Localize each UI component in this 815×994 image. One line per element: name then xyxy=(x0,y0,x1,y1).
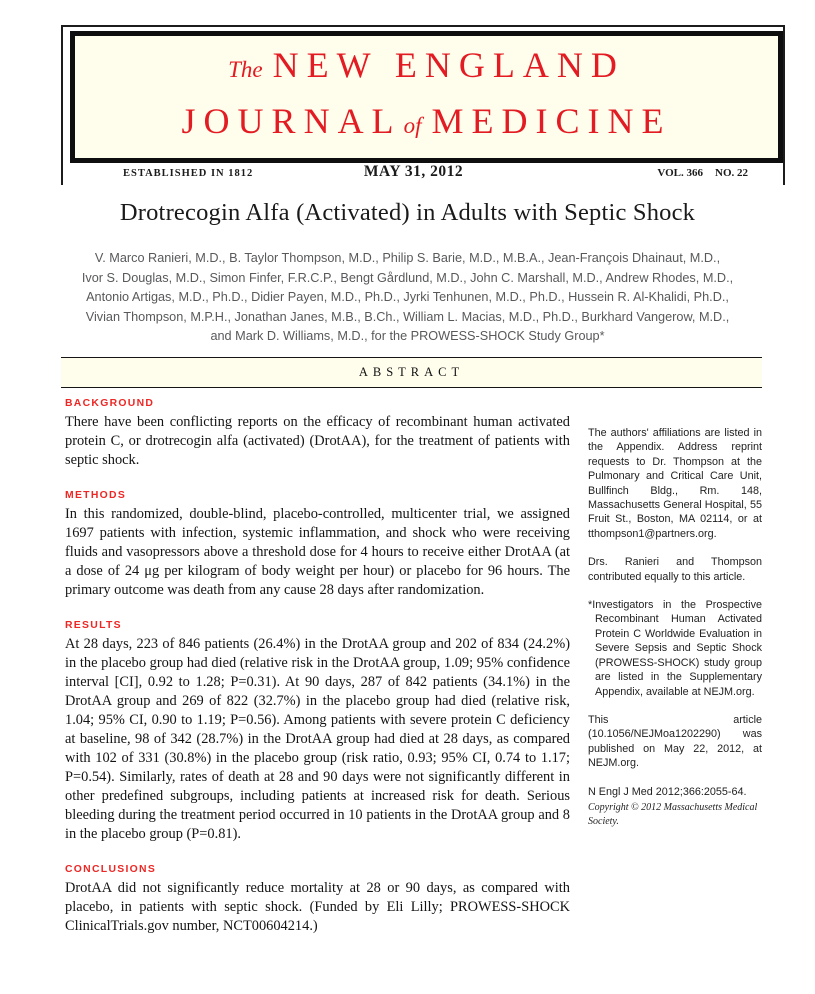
copyright-notice: Copyright © 2012 Massachusetts Medical Society. xyxy=(588,801,758,828)
masthead-of: of xyxy=(403,113,422,138)
affiliations-note: The authors' affiliations are listed in the Appendix. Address reprint requests to Dr. Thompson at the Pulmonary and Critical Care Unit, Bullfinch Bldg., Rm. 148, Massachusetts General Hospital, 55 Fruit St., Boston, MA 02114, or at tthompson1@partners.org. xyxy=(588,427,762,540)
volume-issue xyxy=(463,167,762,179)
author-line: Antonio Artigas, M.D., Ph.D., Didier Payen, M.D., Ph.D., Jyrki Tenhunen, M.D., Ph.D., Hussein R. Al-Khalidi, Ph.D., xyxy=(86,290,729,305)
masthead-the: The xyxy=(228,57,263,82)
section-methods-heading: METHODS xyxy=(65,490,127,501)
section-methods xyxy=(65,490,570,600)
contribution-note: Drs. Ranieri and Thompson contributed equally to this article. xyxy=(588,556,762,583)
section-results-text: At 28 days, 223 of 846 patients (26.4%) in the DrotAA group and 202 of 834 (24.2%) in the placebo group had died (relative risk in the DrotAA group, 1.09; 95% confidence interval [CI], 0.92 to 1.28; P=0.31). At 90 days, 287 of 842 patients (34.1%) in the DrotAA group and 269 of 822 (32.7%) in the placebo group had died (relative risk, 1.04; 95% CI, 0.90 to 1.19; P=0.56). Among patients with severe protein C deficiency at baseline, 98 of 342 (28.7%) in the DrotAA group had died at 28 days, as compared with 102 of 331 (30.8%) in the placebo group (risk ratio, 0.93; 95% CI, 0.74 to 1.17; P=0.54). Similarly, rates of death at 28 and 90 days were not significantly different in other predefined subgroups, including patients at increased risk for death. Serious bleeding during the treatment period occurred in 10 patients in the DrotAA group and 8 in the placebo group (P=0.81). xyxy=(65,636,570,842)
section-background xyxy=(65,398,570,470)
established-label: ESTABLISHED IN 1812 xyxy=(123,168,254,179)
section-results xyxy=(65,620,570,844)
section-conclusions-heading: CONCLUSIONS xyxy=(65,864,157,875)
section-methods-text: In this randomized, double-blind, placebo-controlled, multicenter trial, we assigned 1697 patients with infection, systemic inflammation, and shock who were receiving fluids and vasopressors above a threshold dose for 4 hours to receive either DrotAA (at a dose of 24 μg per kilogram of body weight per hour) or placebo for 96 hours. The primary outcome was death from any cause 28 days after randomization. xyxy=(65,506,570,598)
section-conclusions xyxy=(65,864,570,936)
issue-date: MAY 31, 2012 xyxy=(363,163,464,180)
volume-label: VOL. 366 xyxy=(657,167,703,179)
journal-name-line2 xyxy=(182,97,672,153)
publication-note: This article (10.1056/NEJMoa1202290) was published on May 22, 2012, at NEJM.org. xyxy=(588,713,762,770)
section-conclusions-text: DrotAA did not significantly reduce mortality at 28 or 90 days, as compared with placebo, in patients with septic shock. (Funded by Eli Lilly; PROWESS-SHOCK ClinicalTrials.gov number, NCT00604214.) xyxy=(65,880,570,934)
author-line: Vivian Thompson, M.P.H., Jonathan Janes, M.B., B.Ch., William L. Macias, M.D., Ph.D., Burkhard Vangerow, M.D., xyxy=(85,309,730,324)
masthead-box xyxy=(70,31,783,163)
masthead-new-england: NEW ENGLAND xyxy=(272,45,625,85)
abstract-body-column xyxy=(65,398,570,956)
author-line: and Mark D. Williams, M.D., for the PROWESS-SHOCK Study Group* xyxy=(210,329,605,344)
margin-notes-column xyxy=(588,426,762,830)
journal-citation: N Engl J Med 2012;366:2055-64. xyxy=(588,785,747,798)
investigators-note: *Investigators in the Prospective Recombinant Human Activated Protein C Worldwide Evaluation in Severe Sepsis and Septic Shock (PROWESS-SHOCK) study group are listed in the Supplementary Appendix, available at NEJM.org. xyxy=(588,599,762,698)
abstract-header-bar: ABSTRACT xyxy=(61,357,762,388)
issue-number-label: NO. 22 xyxy=(715,167,748,179)
issue-dateline xyxy=(65,163,762,185)
author-list xyxy=(52,249,763,347)
section-background-heading: BACKGROUND xyxy=(65,398,155,409)
section-results-heading: RESULTS xyxy=(65,620,122,631)
article-title: Drotrecogin Alfa (Activated) in Adults with Septic Shock xyxy=(119,199,696,226)
author-line: Ivor S. Douglas, M.D., Simon Finfer, F.R.C.P., Bengt Gårdlund, M.D., John C. Marshall, M.D., Andrew Rhodes, M.D., xyxy=(81,270,734,285)
masthead-medicine: MEDICINE xyxy=(431,101,672,141)
journal-name-line1 xyxy=(228,41,625,97)
masthead-journal: JOURNAL xyxy=(181,101,402,141)
author-line: V. Marco Ranieri, M.D., B. Taylor Thompson, M.D., Philip S. Barie, M.D., M.B.A., Jean-François Dhainaut, M.D., xyxy=(94,251,721,265)
section-background-text: There have been conflicting reports on the efficacy of recombinant human activated protein C, or drotrecogin alfa (activated) (DrotAA), for the treatment of patients with septic shock. xyxy=(65,414,570,468)
